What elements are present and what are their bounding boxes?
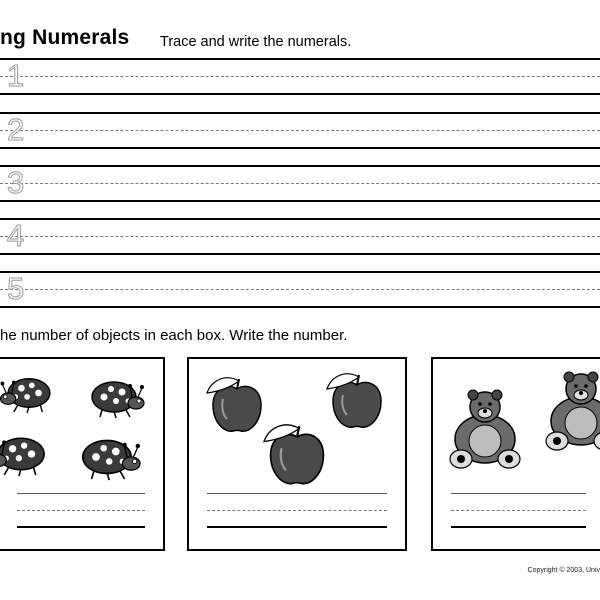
ladybug-group xyxy=(0,359,165,499)
count-box-apples xyxy=(187,357,407,551)
row-top-line xyxy=(0,58,600,60)
apple-group xyxy=(189,359,405,499)
row-base-line xyxy=(0,147,600,149)
bear-group xyxy=(433,359,600,499)
row-top-line xyxy=(0,271,600,273)
practice-row xyxy=(0,165,600,201)
count-instruction: he number of objects in each box. Write the number. xyxy=(0,327,348,344)
practice-row xyxy=(0,271,600,307)
row-base-line xyxy=(0,306,600,308)
copyright-text: Copyright © 2003, Univ xyxy=(527,567,600,574)
apple-icon xyxy=(327,374,381,427)
trace-numeral-3: 3 xyxy=(7,165,25,200)
practice-row xyxy=(0,218,600,254)
trace-numeral-4: 4 xyxy=(7,218,25,253)
apple-icon xyxy=(264,425,323,484)
apple-icon xyxy=(207,378,261,431)
bear-icon xyxy=(546,372,600,450)
trace-numeral-1: 1 xyxy=(7,58,25,93)
ladybug-icon xyxy=(92,382,144,418)
row-mid-line xyxy=(0,130,600,131)
row-base-line xyxy=(0,200,600,202)
practice-row xyxy=(0,58,600,94)
write-lines xyxy=(0,493,163,549)
row-base-line xyxy=(0,253,600,255)
page-title: ng Numerals xyxy=(0,26,130,49)
row-base-line xyxy=(0,93,600,95)
row-top-line xyxy=(0,112,600,114)
ladybug-icon xyxy=(0,379,49,413)
trace-instruction: Trace and write the numerals. xyxy=(160,34,352,50)
row-mid-line xyxy=(0,236,600,237)
write-lines xyxy=(433,493,600,549)
bear-icon xyxy=(450,390,520,468)
count-box-ladybugs xyxy=(0,357,165,551)
row-top-line xyxy=(0,218,600,220)
trace-numeral-5: 5 xyxy=(7,271,25,306)
row-mid-line xyxy=(0,289,600,290)
trace-numeral-2: 2 xyxy=(7,112,25,147)
row-mid-line xyxy=(0,76,600,77)
ladybug-icon xyxy=(83,441,140,481)
row-top-line xyxy=(0,165,600,167)
write-lines xyxy=(189,493,405,549)
row-mid-line xyxy=(0,183,600,184)
ladybug-icon xyxy=(0,438,44,476)
count-box-bears xyxy=(431,357,600,551)
practice-row xyxy=(0,112,600,148)
